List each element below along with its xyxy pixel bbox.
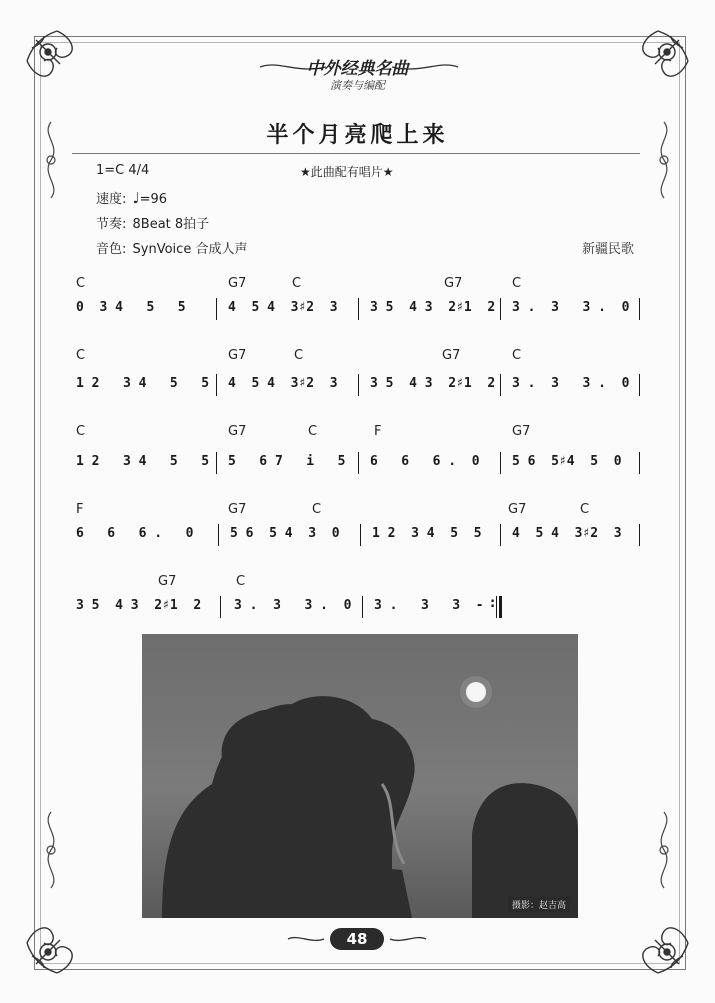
barline	[639, 374, 640, 396]
chord-label: F	[374, 424, 382, 439]
chord-label: C	[76, 276, 86, 291]
measure: 6 6 6 . 0	[76, 526, 194, 541]
barline	[639, 524, 640, 546]
measure: 4 5 4 3♯2 3	[228, 376, 338, 391]
moon-photo	[142, 634, 578, 918]
song-origin: 新疆民歌	[582, 242, 635, 257]
measure: 3 . 3 3 . 0	[512, 300, 630, 315]
corner-ornament-icon	[22, 908, 92, 978]
barline	[500, 524, 501, 546]
barline	[639, 298, 640, 320]
measure: 1 2 3 4 5 5	[76, 454, 210, 469]
voice-label: 音色:	[96, 242, 127, 257]
measure: 3 5 4 3 2♯1 2	[370, 376, 496, 391]
barline	[358, 374, 359, 396]
chord-label: C	[292, 276, 302, 291]
barline	[358, 452, 359, 474]
chord-label: F	[76, 502, 84, 517]
measure: 3 . 3 3 . 0	[234, 598, 352, 613]
series-subtitle: 演奏与编配	[330, 79, 385, 92]
photo-credit: 摄影：赵吉高	[508, 897, 570, 912]
repeat-dots: :	[490, 596, 496, 611]
tempo-line	[96, 188, 167, 207]
chord-label: C	[294, 348, 304, 363]
key-signature: 1=C 4/4	[96, 163, 150, 178]
measure: 4 5 4 3♯2 3	[512, 526, 622, 541]
page-number-flourish-icon	[388, 932, 428, 946]
repeat-barline	[496, 596, 497, 618]
barline	[218, 524, 219, 546]
chord-label: C	[308, 424, 318, 439]
chord-label: C	[512, 276, 522, 291]
barline	[358, 298, 359, 320]
measure: 6 6 6 . 0	[370, 454, 480, 469]
measure: 3 5 4 3 2♯1 2	[76, 598, 202, 613]
barline	[500, 298, 501, 320]
chord-label: C	[236, 574, 246, 589]
measure: 1 2 3 4 5 5	[76, 376, 210, 391]
chord-label: C	[76, 348, 86, 363]
header-flourish-icon	[390, 58, 460, 76]
chord-label: C	[512, 348, 522, 363]
page-number: 48	[330, 928, 384, 950]
barline	[500, 374, 501, 396]
barline	[220, 596, 221, 618]
measure: 3 . 3 3 . 0	[512, 376, 630, 391]
tempo-label: 速度:	[96, 192, 127, 207]
side-ornament-icon	[649, 810, 679, 890]
rhythm-line	[96, 213, 209, 232]
side-ornament-icon	[36, 810, 66, 890]
barline	[216, 452, 217, 474]
voice-line	[96, 238, 247, 257]
measure: 3 5 4 3 2♯1 2	[370, 300, 496, 315]
measure: 0 3 4 5 5	[76, 300, 186, 315]
tempo-value: =96	[139, 192, 168, 207]
barline	[362, 596, 363, 618]
record-note: ★此曲配有唱片★	[300, 165, 394, 179]
page-number-flourish-icon	[286, 932, 326, 946]
barline	[639, 452, 640, 474]
measure: 3 . 3 3 -	[374, 598, 484, 613]
song-title: 半个月亮爬上来	[266, 122, 449, 148]
moon-silhouette-icon	[142, 634, 578, 918]
chord-label: G7	[508, 502, 527, 517]
repeat-barline-thick	[499, 596, 502, 618]
chord-label: C	[312, 502, 322, 517]
barline	[500, 452, 501, 474]
measure: 1 2 3 4 5 5	[372, 526, 482, 541]
chord-label: G7	[228, 348, 247, 363]
chord-label: G7	[228, 424, 247, 439]
measure: 5 6 5 4 3 0	[230, 526, 340, 541]
rhythm-label: 节奏:	[96, 217, 127, 232]
title-divider	[72, 153, 640, 154]
chord-label: G7	[228, 502, 247, 517]
measure: 4 5 4 3♯2 3	[228, 300, 338, 315]
chord-label: G7	[442, 348, 461, 363]
chord-label: G7	[444, 276, 463, 291]
chord-label: C	[76, 424, 86, 439]
barline	[360, 524, 361, 546]
measure: 5 6 7 i 5	[228, 454, 346, 469]
measure: 5 6 5♯4 5 0	[512, 454, 622, 469]
chord-label: G7	[228, 276, 247, 291]
rhythm-value: 8Beat 8拍子	[132, 217, 210, 232]
voice-value: SynVoice 合成人声	[132, 242, 248, 257]
barline	[216, 374, 217, 396]
quarter-note-icon: ♩	[132, 189, 140, 207]
barline	[216, 298, 217, 320]
chord-label: C	[580, 502, 590, 517]
chord-label: G7	[158, 574, 177, 589]
series-title: 中外经典名曲	[306, 59, 409, 79]
corner-ornament-icon	[623, 908, 693, 978]
chord-label: G7	[512, 424, 531, 439]
